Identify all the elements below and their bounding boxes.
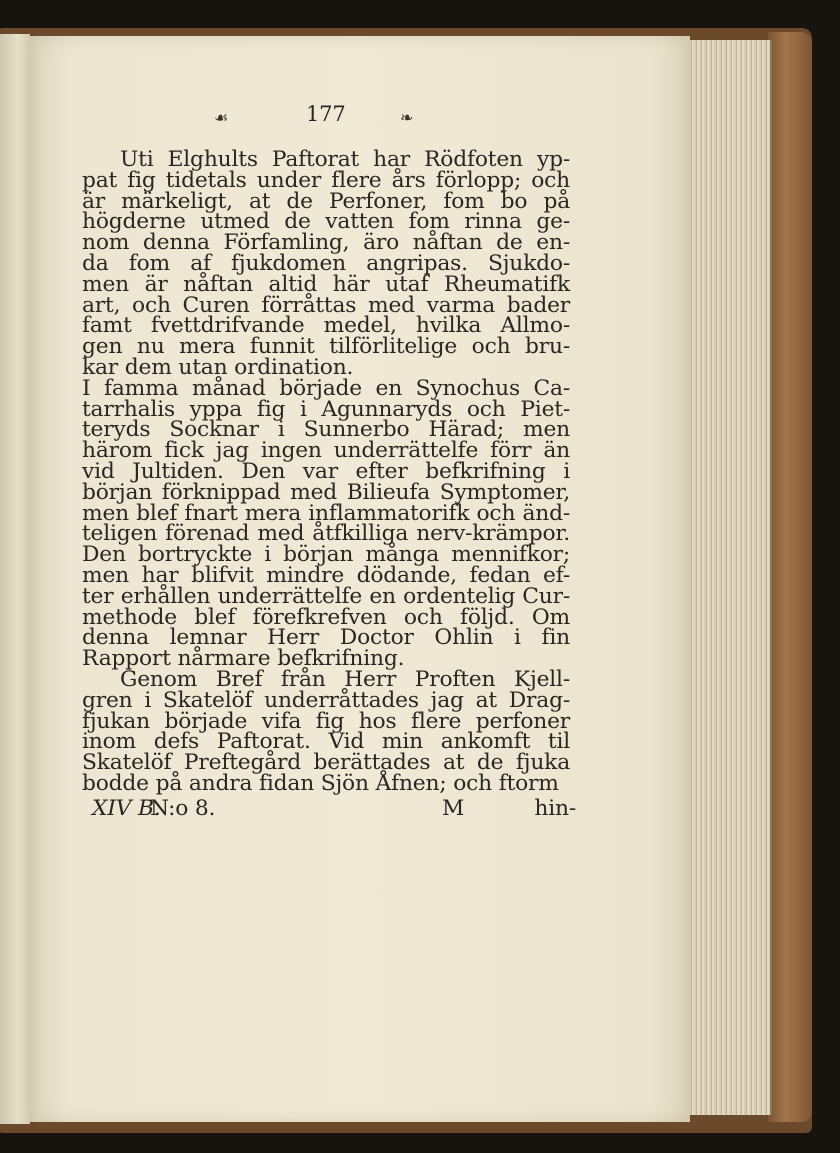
text-line: ter erhållen underrättelfe en ordentelig Cur- [82,583,570,609]
page-number: 177 [306,102,346,126]
text-line: gen nu mera funnit tilförlitelige och bru- [82,334,570,360]
text-line: vid Jultiden. Den var efter befkrifning i [82,458,570,484]
signature-mark: XIV B. [92,795,161,821]
text-line: art, och Curen förråttas med varma bader [82,292,570,318]
text-line: tarrhalis yppa fig i Agunnaryds och Piet- [82,396,570,422]
page-text [82,100,576,821]
text-line: fjukan började vifa fig hos flere perfoner [82,708,570,734]
text-line: början förknippad med Bilieufa Symptomer, [82,479,570,505]
text-line: Skatelöf Preftegård berättades at de fjuka [82,750,570,776]
text-line: Genom Bref från Herr Proften Kjell- [120,666,570,692]
catchword: hin- [534,795,576,821]
text-line: härom fick jag ingen underrättelfe förr än [82,438,570,464]
body-text [82,147,570,796]
text-line: är märkeligt, at de Perfoner, fom bo på [82,188,570,214]
text-line: teligen förenad med åtfkilliga nerv-krämpor. [82,521,570,547]
ornament-right-icon: ❧ [400,108,414,127]
facing-page-edge [0,34,30,1124]
text-line: I famma månad började en Synochus Ca- [82,375,570,401]
text-line: inom defs Paftorat. Vid min ankomft til [82,729,570,755]
text-line: methode blef förefkrefven och följd. Om [82,604,570,630]
text-line: Den bortryckte i början många mennifkor; [82,542,570,568]
text-line: högderne utmed de vatten fom rinna ge- [82,209,570,235]
gathering-mark: M [442,795,465,821]
ornament-left-icon: ☙ [214,108,229,127]
text-line: denna lemnar Herr Doctor Ohlin i fin [82,625,570,651]
issue-number: N:o 8. [150,795,216,821]
text-line: kar dem utan ordination. [82,354,354,380]
text-line: men är nåftan altid här utaf Rheumatifk [82,271,570,297]
text-line: gren i Skatelöf underråttades jag at Drag- [82,687,570,713]
text-line: teryds Socknar i Sunnerbo Härad; men [82,417,570,443]
text-line: bodde på andra fidan Sjön Åfnen; och ftorm [82,770,559,796]
book-cover-edge [768,32,812,1122]
text-line: Rapport nårmare befkrifning. [82,646,405,672]
text-line: Uti Elghults Paftorat har Rödfoten yp- [120,147,570,172]
text-line: da fom af fjukdomen angripas. Sjukdo- [82,250,570,276]
text-line: men har blifvit mindre dödande, fedan ef- [82,562,570,588]
text-line: famt fvettdrifvande medel, hvilka Allmo- [82,313,570,339]
text-line: men blef fnart mera inflammatorifk och änd- [82,500,570,526]
page-footer [82,795,576,821]
page-header [82,100,570,140]
text-line: pat fig tidetals under flere års förlopp; och [82,167,570,193]
page-block-edges [684,40,772,1115]
text-line: nom denna Förfamling, äro nåftan de en- [82,230,570,256]
